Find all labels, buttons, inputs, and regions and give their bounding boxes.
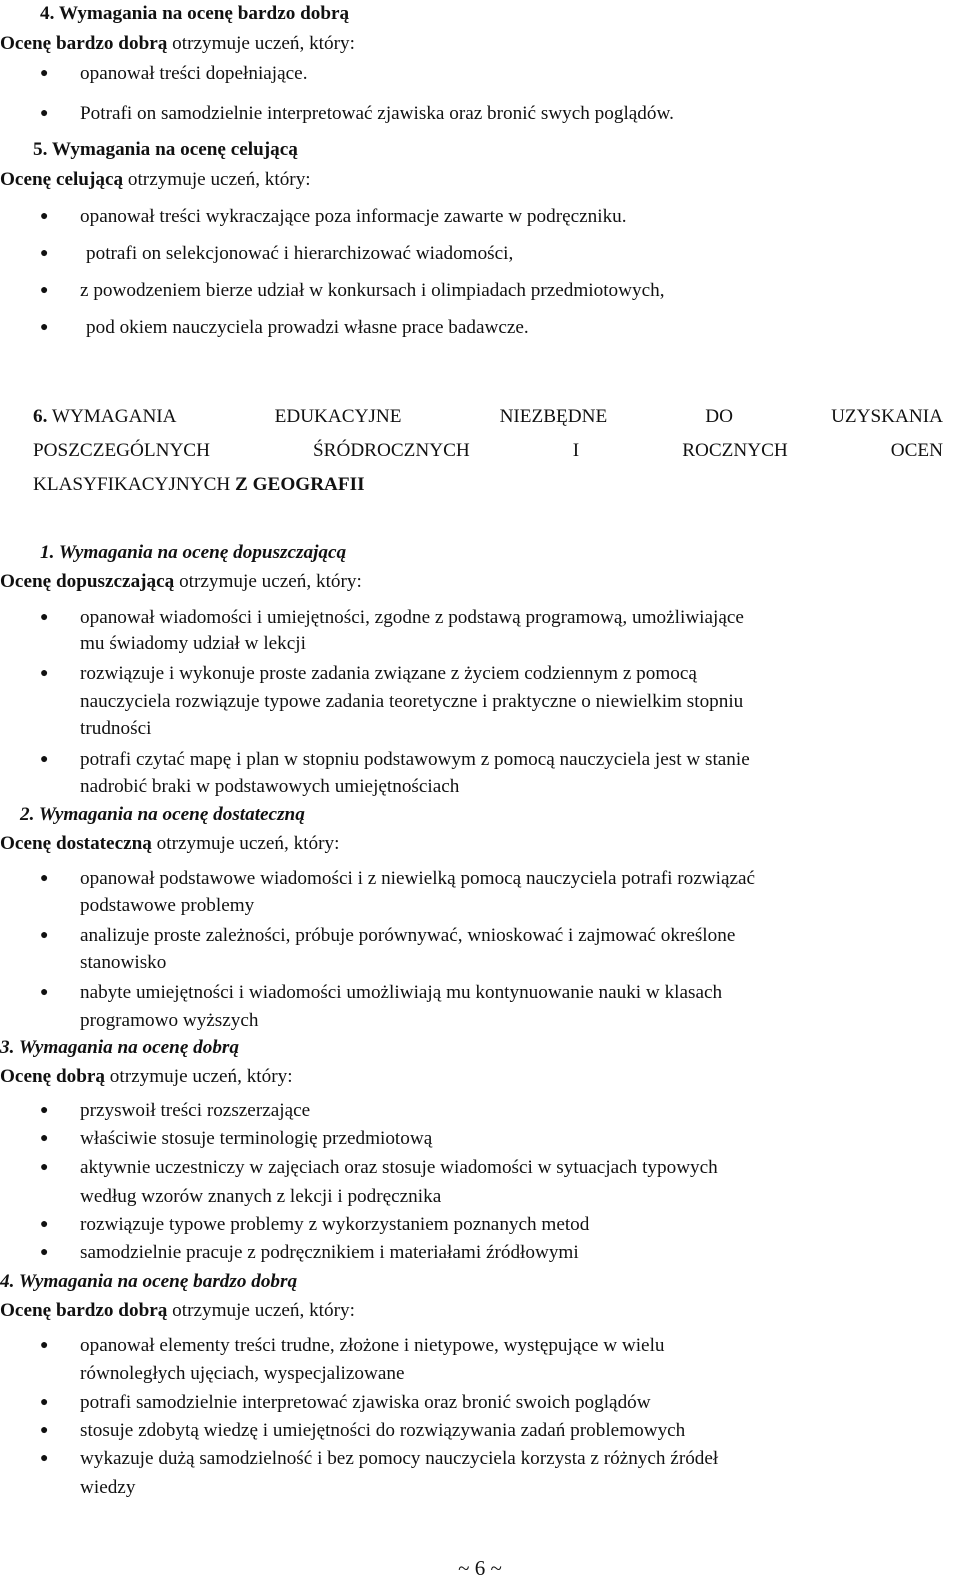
- list-item: rozwiązuje i wykonuje proste zadania związane z życiem codziennym z pomocą: [80, 663, 697, 684]
- bullet-icon: ●: [40, 1451, 49, 1466]
- bullet-icon: ●: [40, 1245, 49, 1260]
- intro-grade-satisfactory: Ocenę dostateczną otrzymuje uczeń, który:: [0, 833, 340, 854]
- list-item: z powodzeniem bierze udział w konkursach i olimpiadach przedmiotowych,: [80, 280, 665, 301]
- list-item: opanował treści dopełniające.: [80, 63, 308, 84]
- heading-grade-very-good: 4. Wymagania na ocenę bardzo dobrą: [0, 1271, 298, 1292]
- list-item: stosuje zdobytą wiedzę i umiejętności do rozwiązywania zadań problemowych: [80, 1420, 686, 1441]
- list-item: opanował wiadomości i umiejętności, zgodne z podstawą programową, umożliwiające: [80, 607, 744, 628]
- intro-grade-excellent: Ocenę celującą otrzymuje uczeń, który:: [0, 169, 311, 190]
- list-item: pod okiem nauczyciela prowadzi własne prace badawcze.: [86, 317, 529, 338]
- heading-word: UZYSKANIA: [831, 406, 943, 427]
- list-item-continuation: nauczyciela rozwiązuje typowe zadania teoretyczne i praktyczne o niewielkim stopniu: [80, 691, 744, 712]
- bullet-icon: ●: [40, 320, 49, 335]
- list-item: potrafi on selekcjonować i hierarchizować wiadomości,: [86, 243, 514, 264]
- bullet-icon: ●: [40, 1338, 49, 1353]
- list-item-continuation: nadrobić braki w podstawowych umiejętnościach: [80, 776, 460, 797]
- heading-grade-good: 3. Wymagania na ocenę dobrą: [0, 1037, 239, 1058]
- bullet-icon: ●: [40, 928, 49, 943]
- intro-grade-sufficient: Ocenę dopuszczającą otrzymuje uczeń, który:: [0, 571, 362, 592]
- bullet-icon: ●: [40, 1103, 49, 1118]
- heading-word: DO: [705, 406, 733, 427]
- list-item-continuation: stanowisko: [80, 952, 167, 973]
- list-item-continuation: trudności: [80, 718, 152, 739]
- bullet-icon: ●: [40, 246, 49, 261]
- bullet-icon: ●: [40, 1395, 49, 1410]
- heading-word: NIEZBĘDNE: [499, 406, 608, 427]
- list-item: nabyte umiejętności i wiadomości umożliwiają mu kontynuowanie nauki w klasach: [80, 982, 723, 1003]
- intro-grade-very-good-top: Ocenę bardzo dobrą otrzymuje uczeń, który:: [0, 33, 355, 54]
- intro-grade-very-good: Ocenę bardzo dobrą otrzymuje uczeń, który:: [0, 1300, 355, 1321]
- bullet-icon: ●: [40, 666, 49, 681]
- section-6-heading-row-1: 6. WYMAGANIA EDUKACYJNE NIEZBĘDNE DO UZYSKANIA: [33, 406, 943, 427]
- heading-grade-satisfactory: 2. Wymagania na ocenę dostateczną: [20, 804, 305, 825]
- list-item-continuation: równoległych ujęciach, wyspecjalizowane: [80, 1363, 405, 1384]
- heading-grade-very-good-top: 4. Wymagania na ocenę bardzo dobrą: [40, 3, 350, 24]
- bullet-icon: ●: [40, 66, 49, 81]
- bullet-icon: ●: [40, 106, 49, 121]
- list-item-continuation: podstawowe problemy: [80, 895, 255, 916]
- section-6-heading-row-3: KLASYFIKACYJNYCH Z GEOGRAFII: [33, 474, 365, 495]
- bullet-icon: ●: [40, 1423, 49, 1438]
- list-item: analizuje proste zależności, próbuje porównywać, wnioskować i zajmować określone: [80, 925, 736, 946]
- list-item: samodzielnie pracuje z podręcznikiem i materiałami źródłowymi: [80, 1242, 579, 1263]
- bullet-icon: ●: [40, 1160, 49, 1175]
- list-item: rozwiązuje typowe problemy z wykorzystaniem poznanych metod: [80, 1214, 590, 1235]
- heading-word: ŚRÓDROCZNYCH: [313, 440, 470, 461]
- list-item: opanował treści wykraczające poza informacje zawarte w podręczniku.: [80, 206, 627, 227]
- bullet-icon: ●: [40, 752, 49, 767]
- bullet-icon: ●: [40, 610, 49, 625]
- heading-grade-sufficient: 1. Wymagania na ocenę dopuszczającą: [40, 542, 347, 563]
- bullet-icon: ●: [40, 1131, 49, 1146]
- heading-word: I: [572, 440, 580, 461]
- intro-grade-good: Ocenę dobrą otrzymuje uczeń, który:: [0, 1066, 293, 1087]
- bullet-icon: ●: [40, 985, 49, 1000]
- bullet-icon: ●: [40, 283, 49, 298]
- list-item: przyswoił treści rozszerzające: [80, 1100, 311, 1121]
- heading-word: POSZCZEGÓLNYCH: [33, 440, 210, 461]
- list-item: właściwie stosuje terminologię przedmiotową: [80, 1128, 433, 1149]
- list-item: potrafi czytać mapę i plan w stopniu podstawowym z pomocą nauczyciela jest w stanie: [80, 749, 750, 770]
- list-item: opanował elementy treści trudne, złożone i nietypowe, występujące w wielu: [80, 1335, 665, 1356]
- list-item: Potrafi on samodzielnie interpretować zjawiska oraz bronić swych poglądów.: [80, 103, 674, 124]
- heading-word: OCEN: [890, 440, 943, 461]
- heading-word: EDUKACYJNE: [274, 406, 402, 427]
- section-6-heading-row-2: [33, 441, 943, 460]
- list-item-continuation: według wzorów znanych z lekcji i podręcznika: [80, 1186, 442, 1207]
- list-item: aktywnie uczestniczy w zajęciach oraz stosuje wiadomości w sytuacjach typowych: [80, 1157, 718, 1178]
- list-item-continuation: mu świadomy udział w lekcji: [80, 633, 306, 654]
- heading-word: ROCZNYCH: [682, 440, 788, 461]
- list-item-continuation: programowo wyższych: [80, 1010, 259, 1031]
- bullet-icon: ●: [40, 871, 49, 886]
- bullet-icon: ●: [40, 209, 49, 224]
- list-item: wykazuje dużą samodzielność i bez pomocy nauczyciela korzysta z różnych źródeł: [80, 1448, 719, 1469]
- list-item: opanował podstawowe wiadomości i z niewielką pomocą nauczyciela potrafi rozwiązać: [80, 868, 756, 889]
- bullet-icon: ●: [40, 1217, 49, 1232]
- list-item-continuation: wiedzy: [80, 1477, 136, 1498]
- page-number: ~ 6 ~: [458, 1556, 502, 1580]
- heading-grade-excellent: 5. Wymagania na ocenę celującą: [33, 139, 298, 160]
- list-item: potrafi samodzielnie interpretować zjawiska oraz bronić swoich poglądów: [80, 1392, 651, 1413]
